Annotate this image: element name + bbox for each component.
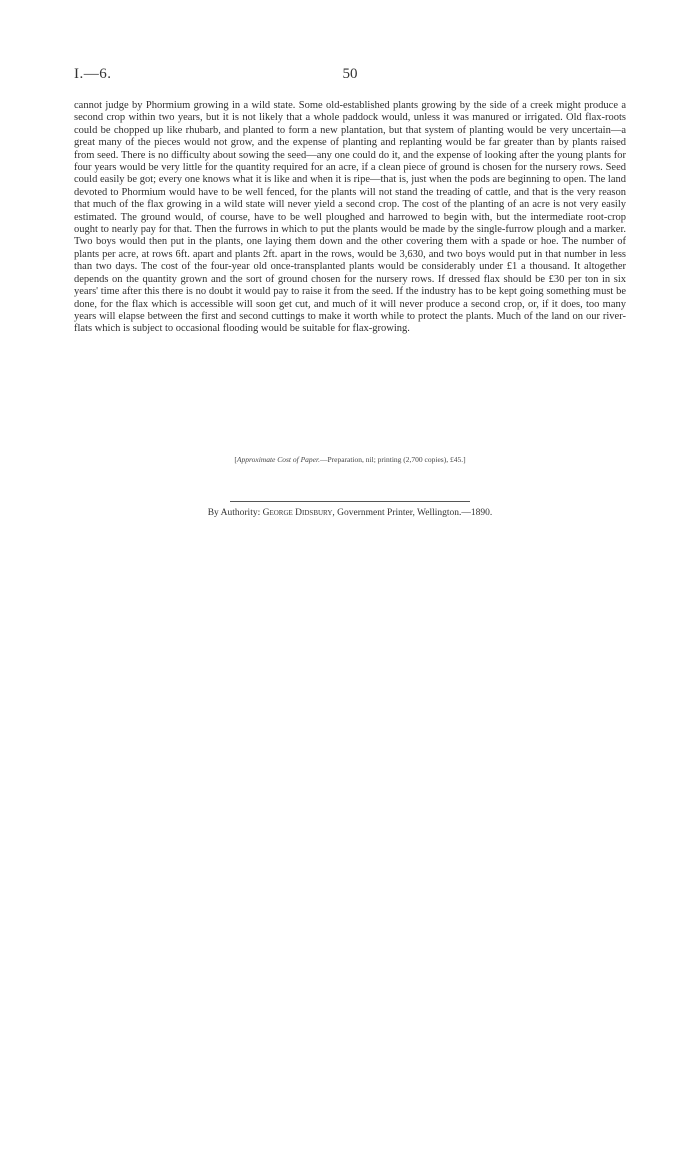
- imprint-printer-name: George Didsbury: [262, 508, 333, 518]
- cost-note: [74, 455, 626, 464]
- imprint-prefix: By Authority:: [207, 508, 263, 518]
- cost-note-close-bracket: ]: [463, 455, 466, 464]
- page-number: 50: [342, 66, 358, 82]
- printer-imprint: [74, 508, 626, 518]
- page-header: [74, 66, 626, 86]
- cost-note-open-bracket: [: [234, 455, 237, 464]
- divider-rule: [230, 501, 470, 502]
- imprint-suffix: , Government Printer, Wellington.—1890.: [332, 508, 493, 518]
- body-paragraph: cannot judge by Phormium growing in a wild state. Some old-established plants growing by the side of a creek might produce a second crop within two years, but it is not likely that a whole paddock would, unless it was manured or irrigated. Old flax-roots could be chopped up like rhubarb, and planted to form a new plantation, but that system of planting would be very uncertain—a great many of the pieces would not grow, and the expense of planting and replanting would be far greater than by plants raised from seed. There is no difficulty about sowing the seed—any one could do it, and the expense of looking after the young plants for four years would be very little for the quantity required for an acre, if a clean piece of ground is chosen for the nursery rows. Seed could easily be got; every one knows what it is like and when it is ripe—that is, just when the pods are beginning to open. The land devoted to Phormium would have to be well fenced, for the plants will not stand the treading of cattle, and that is the very reason that much of the flax growing in a wild state will never yield a second crop. The cost of the planting of an acre is not very easily estimated. The ground would, of course, have to be well ploughed and harrowed to begin with, but the intermediate root-crop ought to nearly pay for that. Then the furrows in which to put the plants would be made by the single-furrow plough and a marker. Two boys would then put in the plants, one laying them down and the other covering them with a spade or hoe. The number of plants per acre, at rows 6ft. apart and plants 2ft. apart in the rows, would be 3,630, and two boys would put in that number in less than two days. The cost of the four-year old once-transplanted plants would be considerably under £1 a thousand. It altogether depends on the quantity grown and the sort of ground chosen for the nursery rows. If dressed flax should be £30 per ton in six years' time after this there is no doubt it would pay to raise it from the seed. If the industry has to be kept going something must be done, for the flax which is accessible will soon get cut, and much of it will never produce a second crop, or, if it does, too many years will elapse between the first and second cuttings to make it worth while to protect the plants. Much of the land on our river-flats which is subject to occasional flooding would be suitable for flax-growing.: [74, 100, 626, 335]
- cost-note-label: Approximate Cost of Paper.: [236, 455, 320, 464]
- cost-note-details: —Preparation, nil; printing (2,700 copies), £45.: [319, 455, 464, 464]
- document-reference: I.—6.: [74, 66, 112, 82]
